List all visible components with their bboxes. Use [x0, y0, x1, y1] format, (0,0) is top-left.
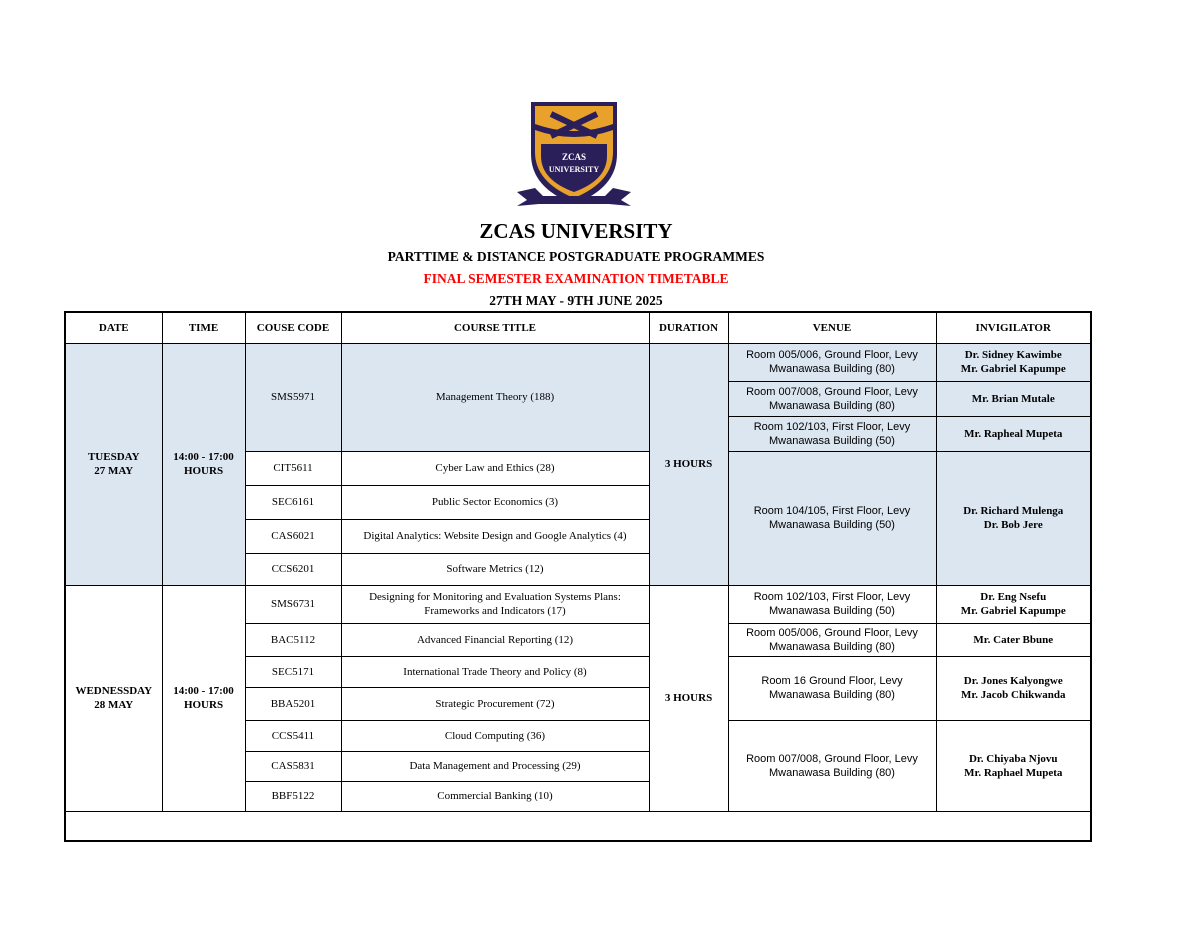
course-code: BAC5112: [245, 623, 341, 656]
course-code: SEC6161: [245, 485, 341, 519]
course-code: SMS6731: [245, 585, 341, 623]
course-title: Software Metrics (12): [341, 553, 649, 585]
university-logo: [513, 96, 635, 214]
time-cell: 14:00 - 17:00 HOURS: [162, 343, 245, 585]
col-duration: DURATION: [649, 312, 728, 343]
duration-cell: 3 HOURS: [649, 585, 728, 811]
course-code: CCS6201: [245, 553, 341, 585]
venue-cell: Room 005/006, Ground Floor, Levy Mwanawasa Building (80): [728, 343, 936, 381]
col-venue: VENUE: [728, 312, 936, 343]
date-cell: TUESDAY 27 MAY: [65, 343, 162, 585]
header-row: [65, 312, 1091, 343]
invigilator-cell: Dr. Eng Nsefu Mr. Gabriel Kapumpe: [936, 585, 1091, 623]
venue-cell: Room 007/008, Ground Floor, Levy Mwanawasa Building (80): [728, 381, 936, 416]
invigilator-cell: Dr. Chiyaba Njovu Mr. Raphael Mupeta: [936, 720, 1091, 811]
course-code: BBF5122: [245, 781, 341, 811]
duration-cell: 3 HOURS: [649, 343, 728, 585]
exam-period: 27TH MAY - 9TH JUNE 2025: [489, 293, 663, 308]
course-code: CAS5831: [245, 751, 341, 781]
time-cell: 14:00 - 17:00 HOURS: [162, 585, 245, 811]
course-title: Digital Analytics: Website Design and Google Analytics (4): [341, 519, 649, 553]
invigilator-cell: Mr. Brian Mutale: [936, 381, 1091, 416]
course-code: SEC5171: [245, 656, 341, 687]
course-title: Management Theory (188): [341, 343, 649, 451]
blank-footer-row: [65, 811, 1091, 841]
logo-line-1: ZCAS: [561, 152, 587, 162]
date-cell: WEDNESSDAY 28 MAY: [65, 585, 162, 811]
invigilator-cell: Mr. Rapheal Mupeta: [936, 416, 1091, 451]
course-title: Designing for Monitoring and Evaluation Systems Plans: Frameworks and Indicators (17): [341, 585, 649, 623]
venue-cell: Room 005/006, Ground Floor, Levy Mwanawasa Building (80): [728, 623, 936, 656]
col-date: DATE: [65, 312, 162, 343]
col-course-code: COUSE CODE: [245, 312, 341, 343]
course-code: CAS6021: [245, 519, 341, 553]
timetable: [64, 311, 1092, 842]
course-title: Data Management and Processing (29): [341, 751, 649, 781]
course-code: SMS5971: [245, 343, 341, 451]
venue-cell: Room 104/105, First Floor, Levy Mwanawasa Building (50): [728, 451, 936, 585]
invigilator-cell: Dr. Richard Mulenga Dr. Bob Jere: [936, 451, 1091, 585]
course-title: International Trade Theory and Policy (8): [341, 656, 649, 687]
university-name: ZCAS UNIVERSITY: [479, 219, 673, 243]
table-row: [65, 343, 1091, 381]
course-title: Public Sector Economics (3): [341, 485, 649, 519]
table-row: [65, 585, 1091, 623]
course-title: Cloud Computing (36): [341, 720, 649, 751]
blank-footer-cell: [65, 811, 1091, 841]
venue-cell: Room 102/103, First Floor, Levy Mwanawasa Building (50): [728, 416, 936, 451]
logo-line-2: UNIVERSITY: [548, 165, 600, 174]
course-code: CIT5611: [245, 451, 341, 485]
col-time: TIME: [162, 312, 245, 343]
programme-title: PARTTIME & DISTANCE POSTGRADUATE PROGRAMMES: [387, 249, 765, 264]
course-title: Commercial Banking (10): [341, 781, 649, 811]
invigilator-cell: Mr. Cater Bbune: [936, 623, 1091, 656]
course-title: Advanced Financial Reporting (12): [341, 623, 649, 656]
col-invigilator: INVIGILATOR: [936, 312, 1091, 343]
course-code: CCS5411: [245, 720, 341, 751]
col-course-title: COURSE TITLE: [341, 312, 649, 343]
exam-title: FINAL SEMESTER EXAMINATION TIMETABLE: [423, 271, 729, 286]
invigilator-cell: Dr. Jones Kalyongwe Mr. Jacob Chikwanda: [936, 656, 1091, 720]
invigilator-cell: Dr. Sidney Kawimbe Mr. Gabriel Kapumpe: [936, 343, 1091, 381]
venue-cell: Room 102/103, First Floor, Levy Mwanawasa Building (50): [728, 585, 936, 623]
course-title: Strategic Procurement (72): [341, 687, 649, 720]
course-title: Cyber Law and Ethics (28): [341, 451, 649, 485]
course-code: BBA5201: [245, 687, 341, 720]
venue-cell: Room 16 Ground Floor, Levy Mwanawasa Building (80): [728, 656, 936, 720]
venue-cell: Room 007/008, Ground Floor, Levy Mwanawasa Building (80): [728, 720, 936, 811]
